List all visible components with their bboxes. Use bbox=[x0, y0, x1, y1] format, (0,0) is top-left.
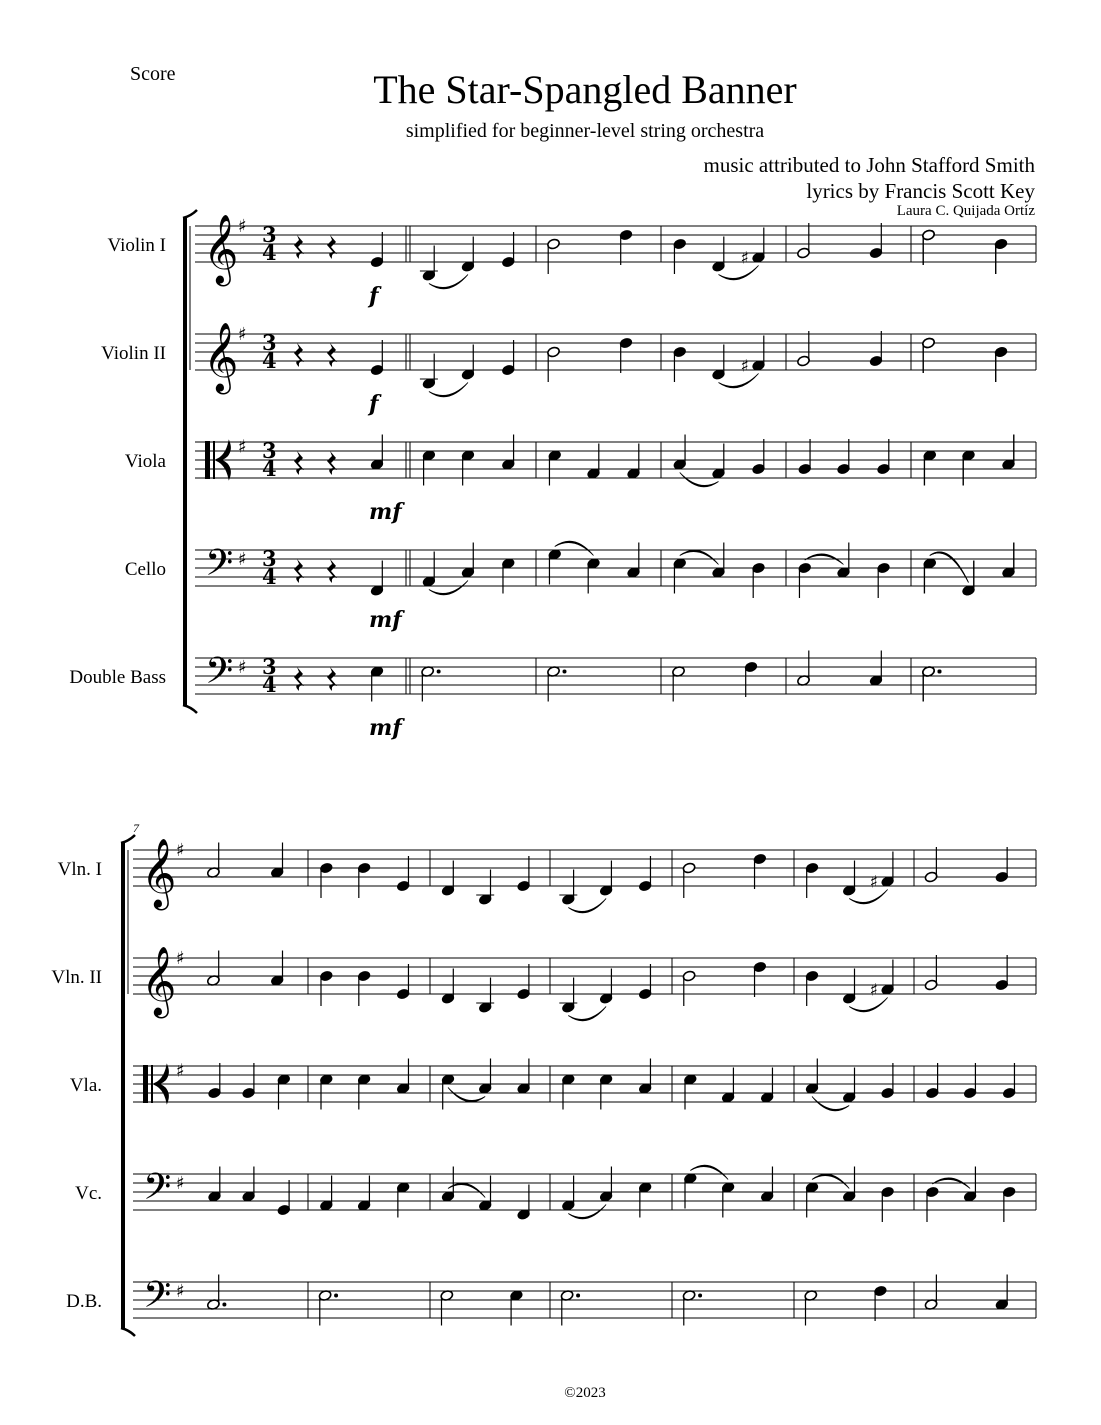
slur bbox=[849, 890, 887, 904]
key-signature-sharp: ♯ bbox=[238, 549, 247, 570]
alto-clef bbox=[143, 1065, 148, 1103]
key-signature-sharp: ♯ bbox=[238, 324, 247, 345]
dynamic-marking: mf bbox=[369, 715, 402, 741]
treble-clef: 𝄞 bbox=[203, 322, 239, 392]
piece-title: The Star-Spangled Banner bbox=[373, 67, 797, 112]
bass-clef: 𝄢 bbox=[205, 542, 234, 593]
slur bbox=[429, 275, 468, 289]
augmentation-dot bbox=[698, 1294, 702, 1298]
instrument-label: Vln. II bbox=[51, 967, 102, 988]
time-signature-unit: 4 bbox=[262, 564, 277, 589]
time-signature-beats: 3 bbox=[262, 438, 277, 463]
dynamic-marking: f bbox=[369, 283, 379, 309]
instrument-label: Viola bbox=[124, 451, 166, 472]
instrument-label: Cello bbox=[124, 559, 166, 580]
quarter-rest bbox=[294, 667, 304, 691]
bass-clef: 𝄢 bbox=[143, 1274, 172, 1325]
instrument-label: Vln. I bbox=[57, 859, 102, 880]
time-signature-beats: 3 bbox=[262, 546, 277, 571]
accidental-sharp: ♯ bbox=[869, 872, 878, 893]
system-bracket bbox=[121, 1328, 135, 1336]
quarter-rest bbox=[327, 667, 337, 691]
arranger-credit: Laura C. Quijada Ortíz bbox=[896, 203, 1035, 219]
key-signature-sharp: ♯ bbox=[238, 216, 247, 237]
augmentation-dot bbox=[334, 1294, 338, 1298]
key-signature-sharp: ♯ bbox=[176, 1060, 185, 1082]
dynamic-marking: f bbox=[369, 391, 379, 417]
time-signature-beats: 3 bbox=[262, 330, 277, 355]
slur bbox=[429, 383, 468, 397]
slur bbox=[568, 1205, 606, 1219]
alto-clef bbox=[151, 1065, 153, 1103]
quarter-rest bbox=[294, 559, 304, 583]
bass-clef: 𝄢 bbox=[205, 650, 234, 701]
accidental-sharp: ♯ bbox=[740, 356, 749, 377]
instrument-label: Double Bass bbox=[69, 667, 166, 688]
quarter-rest bbox=[294, 235, 304, 259]
slur bbox=[930, 552, 969, 583]
augmentation-dot bbox=[437, 670, 441, 674]
key-signature-sharp: ♯ bbox=[176, 840, 185, 861]
quarter-rest bbox=[327, 451, 337, 475]
composer-credit: music attributed to John Stafford Smith bbox=[703, 153, 1035, 177]
key-signature-sharp: ♯ bbox=[238, 436, 247, 458]
key-signature-sharp: ♯ bbox=[176, 948, 185, 969]
copyright-notice: ©2023 bbox=[564, 1385, 606, 1401]
accidental-sharp: ♯ bbox=[869, 980, 878, 1001]
alto-clef bbox=[213, 441, 215, 479]
system-bracket bbox=[121, 835, 135, 843]
instrument-label: Violin II bbox=[101, 343, 166, 364]
bass-clef: 𝄢 bbox=[143, 1166, 172, 1217]
time-signature-unit: 4 bbox=[262, 348, 277, 373]
slur bbox=[719, 266, 759, 280]
system-bracket bbox=[183, 705, 197, 713]
quarter-rest bbox=[294, 451, 304, 475]
slur bbox=[719, 374, 759, 388]
system-bracket bbox=[183, 210, 197, 218]
quarter-rest bbox=[327, 559, 337, 583]
instrument-label: D.B. bbox=[66, 1291, 102, 1312]
time-signature-beats: 3 bbox=[262, 222, 277, 247]
score-label: Score bbox=[130, 63, 176, 85]
time-signature-unit: 4 bbox=[262, 672, 277, 697]
slur bbox=[429, 581, 468, 595]
measure-number: 7 bbox=[133, 821, 139, 835]
slur bbox=[849, 998, 887, 1012]
slur bbox=[568, 1007, 606, 1021]
treble-clef: 𝄞 bbox=[141, 946, 177, 1016]
key-signature-sharp: ♯ bbox=[238, 657, 247, 678]
instrument-label: Vc. bbox=[75, 1183, 102, 1204]
instrument-label: Vla. bbox=[69, 1075, 102, 1096]
time-signature-beats: 3 bbox=[262, 654, 277, 679]
time-signature-unit: 4 bbox=[262, 240, 277, 265]
quarter-rest bbox=[327, 235, 337, 259]
accidental-sharp: ♯ bbox=[740, 248, 749, 269]
quarter-rest bbox=[327, 343, 337, 367]
key-signature-sharp: ♯ bbox=[176, 1281, 185, 1302]
alto-clef bbox=[205, 441, 210, 479]
time-signature-unit: 4 bbox=[262, 456, 277, 481]
treble-clef: 𝄞 bbox=[203, 214, 239, 284]
instrument-label: Violin I bbox=[107, 235, 166, 256]
piece-subtitle: simplified for beginner-level string orchestra bbox=[405, 120, 765, 142]
dynamic-marking: mf bbox=[369, 607, 402, 633]
treble-clef: 𝄞 bbox=[141, 838, 177, 908]
system-bracket bbox=[121, 843, 125, 1328]
augmentation-dot bbox=[563, 670, 567, 674]
system-bracket bbox=[183, 218, 187, 705]
quarter-rest bbox=[294, 343, 304, 367]
lyricist-credit: lyrics by Francis Scott Key bbox=[806, 179, 1035, 203]
dynamic-marking: mf bbox=[369, 499, 402, 525]
key-signature-sharp: ♯ bbox=[176, 1173, 185, 1194]
slur bbox=[568, 899, 606, 913]
augmentation-dot bbox=[222, 1303, 226, 1307]
augmentation-dot bbox=[938, 670, 942, 674]
augmentation-dot bbox=[576, 1294, 580, 1298]
